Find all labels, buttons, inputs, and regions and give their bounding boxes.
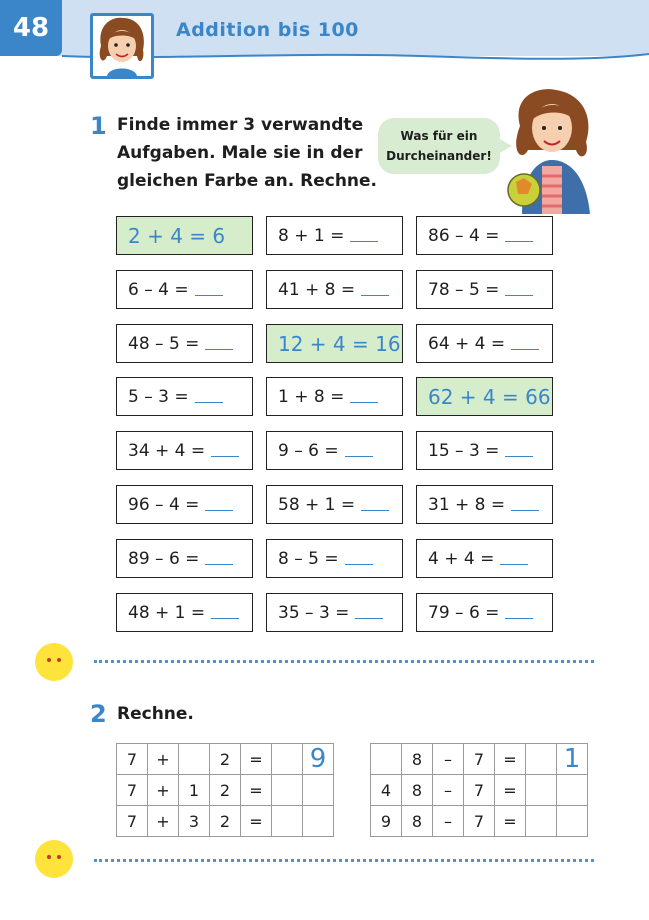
answer-blank[interactable]	[350, 390, 378, 403]
equation-box[interactable]	[416, 593, 553, 632]
speech-line: Was für ein	[400, 129, 478, 143]
page-number: 48	[0, 0, 62, 56]
calc-cell: 8	[402, 806, 433, 837]
answer-blank[interactable]	[350, 229, 378, 242]
equation-box[interactable]	[116, 485, 253, 524]
equation-text: 8 – 5 =	[278, 548, 339, 569]
equation-text: 58 + 1 =	[278, 494, 356, 515]
answer-blank[interactable]	[511, 337, 539, 350]
calc-cell: =	[241, 775, 272, 806]
calc-cell: 7	[464, 744, 495, 775]
answer-cell[interactable]: 1	[557, 744, 588, 775]
equation-text: 48 – 5 =	[128, 333, 200, 354]
calc-cell: =	[241, 806, 272, 837]
character-portrait	[90, 13, 154, 79]
equation-text: 86 – 4 =	[428, 225, 500, 246]
dotted-divider	[94, 660, 594, 663]
calc-row	[117, 806, 334, 837]
answer-blank[interactable]	[505, 283, 533, 296]
calc-row	[117, 775, 334, 806]
calc-row	[117, 744, 334, 775]
equation-text: 15 – 3 =	[428, 440, 500, 461]
equation-text: 12 + 4 = 16	[278, 331, 401, 356]
equation-text: 41 + 8 =	[278, 279, 356, 300]
smiley-face-icon	[35, 643, 73, 681]
equation-text: 48 + 1 =	[128, 602, 206, 623]
calc-cell: =	[495, 744, 526, 775]
equation-text: 34 + 4 =	[128, 440, 206, 461]
equation-box[interactable]	[266, 377, 403, 416]
equation-text: 9 – 6 =	[278, 440, 339, 461]
equation-text: 4 + 4 =	[428, 548, 495, 569]
calc-cell: +	[148, 775, 179, 806]
calc-cell[interactable]	[526, 806, 557, 837]
solved-equation-box[interactable]	[116, 216, 253, 255]
calc-cell: –	[433, 806, 464, 837]
equation-text: 89 – 6 =	[128, 548, 200, 569]
calc-cell[interactable]	[557, 775, 588, 806]
equation-box[interactable]	[116, 539, 253, 578]
calc-cell: =	[495, 806, 526, 837]
calc-cell[interactable]	[526, 775, 557, 806]
equation-box[interactable]	[266, 216, 403, 255]
dotted-divider	[94, 859, 594, 862]
calc-cell[interactable]	[272, 806, 303, 837]
speech-bubble	[378, 118, 500, 174]
calc-row	[371, 806, 588, 837]
calc-cell: 1	[179, 775, 210, 806]
calc-cell: 7	[117, 744, 148, 775]
equation-box[interactable]	[116, 593, 253, 632]
calc-cell: 2	[210, 744, 241, 775]
calc-row	[371, 775, 588, 806]
task-2-instruction: Rechne.	[117, 704, 194, 724]
calc-grid-right	[370, 743, 588, 837]
answer-blank[interactable]	[361, 498, 389, 511]
calc-cell: 2	[210, 775, 241, 806]
equation-box[interactable]	[416, 216, 553, 255]
equation-box[interactable]	[416, 485, 553, 524]
equation-text: 5 – 3 =	[128, 386, 189, 407]
speech-line: Durcheinander!	[386, 149, 492, 163]
equation-box[interactable]	[116, 377, 253, 416]
equation-box[interactable]	[266, 270, 403, 309]
calc-cell: 2	[210, 806, 241, 837]
instruction-line: Aufgaben. Male sie in der	[117, 143, 363, 163]
answer-blank[interactable]	[195, 390, 223, 403]
answer-blank[interactable]	[211, 606, 239, 619]
calc-cell[interactable]	[557, 806, 588, 837]
calc-cell: 8	[402, 744, 433, 775]
equation-box[interactable]	[116, 270, 253, 309]
solved-equation-box[interactable]	[416, 377, 553, 416]
calc-cell: =	[495, 775, 526, 806]
equation-box[interactable]	[416, 324, 553, 363]
calc-cell: 8	[402, 775, 433, 806]
equation-box[interactable]	[266, 485, 403, 524]
calc-grid-left	[116, 743, 334, 837]
calc-cell: 7	[464, 775, 495, 806]
answer-blank[interactable]	[345, 444, 373, 457]
equation-box[interactable]	[416, 431, 553, 470]
equation-text: 78 – 5 =	[428, 279, 500, 300]
solved-equation-box[interactable]	[266, 324, 403, 363]
task-1-instruction	[117, 111, 377, 195]
answer-blank[interactable]	[345, 552, 373, 565]
equation-text: 62 + 4 = 66	[428, 384, 551, 409]
calc-cell: 4	[371, 775, 402, 806]
equation-text: 6 – 4 =	[128, 279, 189, 300]
calc-cell: +	[148, 806, 179, 837]
equation-box[interactable]	[266, 539, 403, 578]
answer-blank[interactable]	[505, 444, 533, 457]
answer-blank[interactable]	[205, 498, 233, 511]
answer-blank[interactable]	[505, 229, 533, 242]
equation-text: 1 + 8 =	[278, 386, 345, 407]
answer-blank[interactable]	[205, 552, 233, 565]
equation-box[interactable]	[266, 431, 403, 470]
smiley-face-icon	[35, 840, 73, 878]
girl-face-icon	[93, 16, 151, 76]
girl-with-ball-illustration	[498, 86, 602, 214]
calc-cell: 7	[117, 775, 148, 806]
calc-cell: +	[148, 744, 179, 775]
calc-cell	[179, 744, 210, 775]
calc-cell: 3	[179, 806, 210, 837]
calc-cell[interactable]	[303, 775, 334, 806]
calc-cell[interactable]	[526, 744, 557, 775]
task-1-number: 1	[90, 112, 107, 140]
header-title: Addition bis 100	[176, 19, 359, 41]
calc-cell: 7	[464, 806, 495, 837]
calc-cell	[371, 744, 402, 775]
instruction-line: gleichen Farbe an. Rechne.	[117, 171, 378, 191]
calc-cell[interactable]	[272, 744, 303, 775]
calc-row	[371, 744, 588, 775]
calc-cell[interactable]	[303, 806, 334, 837]
equation-text: 96 – 4 =	[128, 494, 200, 515]
calc-cell: 9	[371, 806, 402, 837]
calc-cell[interactable]	[272, 775, 303, 806]
answer-blank[interactable]	[361, 283, 389, 296]
calc-cell: –	[433, 744, 464, 775]
equation-text: 79 – 6 =	[428, 602, 500, 623]
answer-blank[interactable]	[205, 337, 233, 350]
answer-cell[interactable]: 9	[303, 744, 334, 775]
answer-blank[interactable]	[211, 444, 239, 457]
equation-text: 64 + 4 =	[428, 333, 506, 354]
calc-cell: –	[433, 775, 464, 806]
equation-text: 8 + 1 =	[278, 225, 345, 246]
instruction-line: Finde immer 3 verwandte	[117, 115, 364, 135]
equation-text: 35 – 3 =	[278, 602, 350, 623]
calc-cell: 7	[117, 806, 148, 837]
equation-box[interactable]	[266, 593, 403, 632]
answer-blank[interactable]	[355, 606, 383, 619]
answer-blank[interactable]	[500, 552, 528, 565]
equation-box[interactable]	[416, 270, 553, 309]
answer-blank[interactable]	[511, 498, 539, 511]
equation-text: 31 + 8 =	[428, 494, 506, 515]
equation-box[interactable]	[116, 324, 253, 363]
equation-text: 2 + 4 = 6	[128, 223, 226, 248]
calc-cell: =	[241, 744, 272, 775]
equation-box[interactable]	[116, 431, 253, 470]
answer-blank[interactable]	[505, 606, 533, 619]
equation-box[interactable]	[416, 539, 553, 578]
answer-blank[interactable]	[195, 283, 223, 296]
task-2-number: 2	[90, 700, 107, 728]
